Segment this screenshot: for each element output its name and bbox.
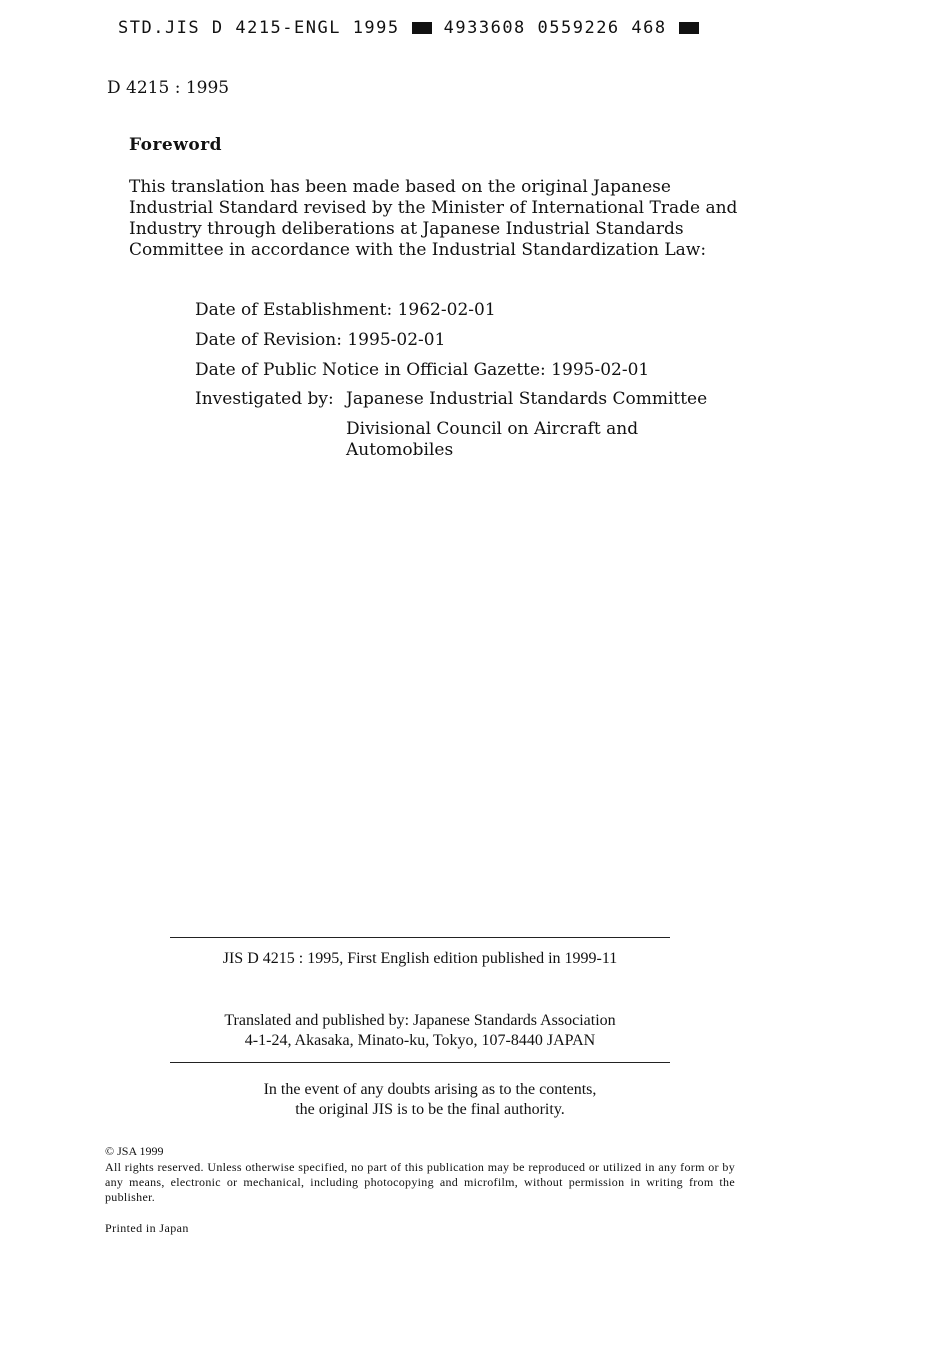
edition-statement: JIS D 4215 : 1995, First English edition published in 1999-11 [222,950,618,967]
date-establishment: Date of Establishment: 1962-02-01 [195,300,496,320]
investigated-values [346,389,707,461]
foreword-text: This translation has been made based on the original Japanese Industrial Standard revised by the Minister of International Trade and Industry through deliberations at Japanese Industrial Standards Committee in accordance with the Industrial Standardization Law: [129,177,738,260]
header-code: 4933608 0559226 468 [443,18,667,38]
copyright-notice: © JSA 1999 [105,1144,164,1158]
divider-bottom [170,1062,670,1063]
foreword-heading: Foreword [129,135,223,155]
rights-statement: All rights reserved. Unless otherwise specified, no part of this publication may be reproduced or utilized in any form or by any means, electronic or mechanical, including photocopying and microfilm, without permission in writing from the publisher. [105,1160,735,1204]
printed-in: Printed in Japan [105,1221,189,1235]
black-bar-mark [679,22,699,34]
header-prefix: STD.JIS D 4215-ENGL 1995 [118,18,400,38]
publisher-block [150,1011,690,1051]
document-id: D 4215 : 1995 [107,78,230,98]
black-bar-mark [412,22,432,34]
investigated-by [195,389,707,461]
divider-top [170,937,670,938]
authority-line: In the event of any doubts arising as to the contents, [263,1081,597,1098]
authority-notice [150,1080,710,1120]
investigated-label: Investigated by: [195,389,334,409]
date-public-notice: Date of Public Notice in Official Gazette: 1995-02-01 [195,360,650,380]
authority-line: the original JIS is to be the final authority. [295,1101,565,1118]
publisher-line: Translated and published by: Japanese Standards Association [224,1012,616,1029]
investigated-line: Divisional Council on Aircraft and [346,419,639,439]
foreword-paragraph [129,177,749,261]
date-revision: Date of Revision: 1995-02-01 [195,330,446,350]
publisher-address: 4-1-24, Akasaka, Minato-ku, Tokyo, 107-8440 JAPAN [244,1032,596,1049]
investigated-line: Japanese Industrial Standards Committee [346,389,708,409]
dates-block [195,299,707,461]
investigated-line: Automobiles [346,440,454,460]
scan-header-stamp [118,18,711,38]
